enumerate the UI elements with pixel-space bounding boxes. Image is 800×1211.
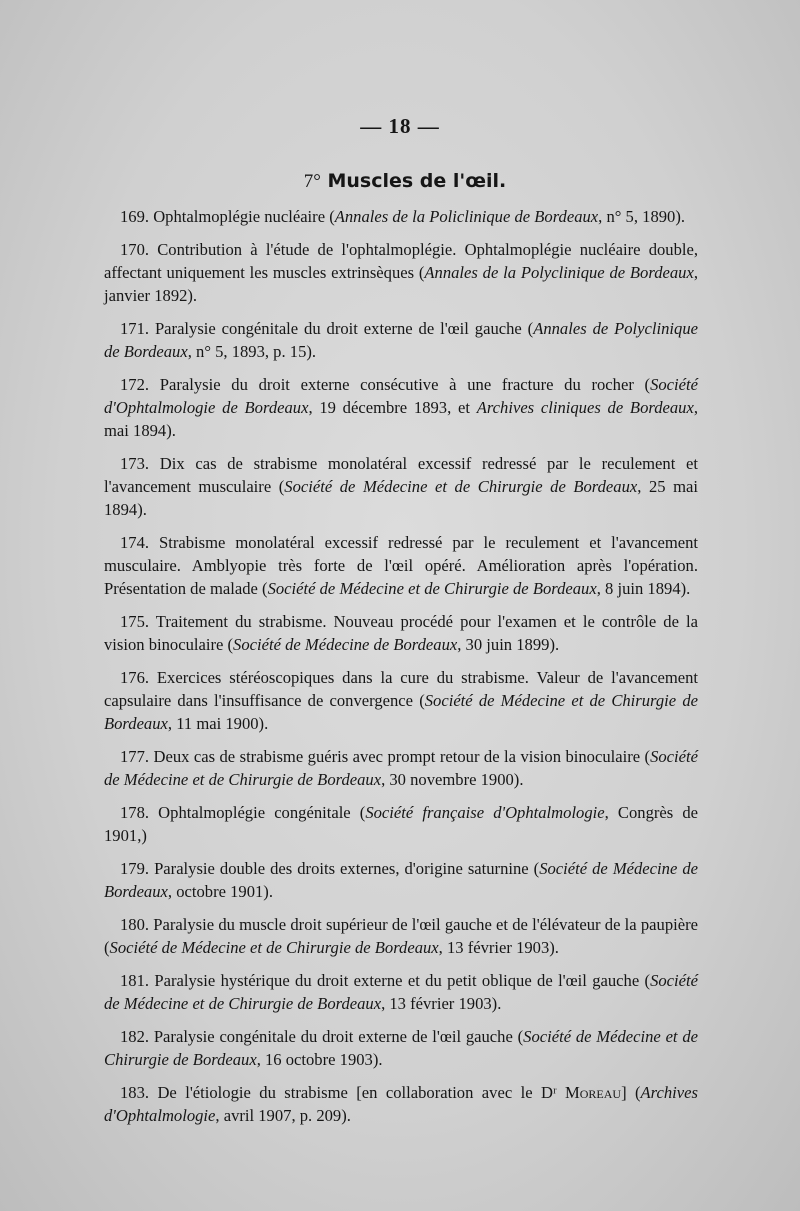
entry-180 [104,913,698,959]
entry-date: , 13 février 1903). [438,938,559,957]
entry-source: Société de Médecine de Bordeaux [104,859,698,901]
entry-text: Ophtalmoplégie nucléaire ( [149,207,335,226]
entry-date: , 13 février 1903). [381,994,502,1013]
entry-number: 178. [120,803,150,822]
entry-number: 176. [120,668,150,687]
entry-text: Paralysie hystérique du droit externe et du petit oblique de l'œil gauche ( [149,971,651,990]
entry-author: Moreau [564,1083,622,1102]
section-number: 7° [303,171,321,192]
entry-date: , n° 5, 1893, p. 15). [187,342,317,361]
entry-source: Société française d'Ophtalmologie [365,803,605,822]
entry-number: 182. [120,1027,150,1046]
entry-177 [104,745,698,791]
entry-number: 171. [120,319,150,338]
entry-date: , 25 mai 1894). [104,477,698,519]
entry-text: Ophtalmoplégie congénitale ( [149,803,366,822]
entry-number: 174. [120,533,150,552]
entry-171 [104,317,698,363]
entry-text: Paralysie congénitale du droit externe de l'œil gauche ( [149,319,534,338]
entry-date: , Congrès de 1901,) [104,803,698,845]
entry-source: Société de Médecine et de Chirurgie de Bordeaux [109,938,439,957]
entry-text: Dix cas de strabisme monolatéral excessif redressé par le reculement et l'avancement musculaire ( [104,454,698,496]
section-title [0,170,800,193]
entry-183 [104,1081,698,1127]
entry-173 [104,452,698,521]
entry-source: Annales de Polyclinique de Bordeaux [104,319,698,361]
entry-source: Annales de la Polyclinique de Bordeaux [424,263,694,282]
entry-date: , 8 juin 1894). [596,579,691,598]
entry-169 [104,205,698,228]
entry-source: Annales de la Policlinique de Bordeaux [334,207,599,226]
entry-175 [104,610,698,656]
entry-number: 179. [120,859,150,878]
entry-text: Strabisme monolatéral excessif redressé par le reculement et l'avancement musculaire. Amblyopie très forte de l'œil opéré. Amélioration après l'opération. Présentation de malade ( [104,533,698,598]
entry-number: 183. [120,1083,150,1102]
entry-number: 177. [120,747,150,766]
entry-date: , avril 1907, p. 209). [215,1106,351,1125]
entry-text: Deux cas de strabisme guéris avec prompt retour de la vision binoculaire ( [149,747,651,766]
entry-date: , mai 1894). [104,398,698,440]
entry-text: Paralysie du droit externe consécutive à une fracture du rocher ( [149,375,651,394]
entry-date: , 30 novembre 1900). [381,770,524,789]
section-title-text: Muscles de l'œil. [327,170,507,192]
entry-date: , 11 mai 1900). [167,714,269,733]
entry-source-2: Archives cliniques de Bordeaux [476,398,694,417]
entry-170 [104,238,698,307]
entry-number: 181. [120,971,150,990]
entry-178 [104,801,698,847]
entry-source-2: Archives d'Ophtalmologie [104,1083,698,1125]
entry-181 [104,969,698,1015]
entry-text: Traitement du strabisme. Nouveau procédé pour l'examen et le contrôle de la vision binoculaire ( [104,612,698,654]
entry-text: Contribution à l'étude de l'ophtalmoplégie. Ophtalmoplégie nucléaire double, affectant uniquement les muscles extrinsèques ( [104,240,698,282]
entry-number: 173. [120,454,150,473]
entry-date: , n° 5, 1890). [598,207,686,226]
entry-182 [104,1025,698,1071]
entry-text: Paralysie congénitale du droit externe de l'œil gauche ( [149,1027,524,1046]
entry-text: Paralysie du muscle droit supérieur de l'œil gauche et de l'élévateur de la paupière ( [104,915,698,957]
entry-source: Société de Médecine et de Chirurgie de Bordeaux [104,1027,698,1069]
entry-source: Société d'Ophtalmologie de Bordeaux [104,375,698,417]
entry-number: 169. [120,207,150,226]
entry-text: Exercices stéréoscopiques dans la cure du strabisme. Valeur de l'avancement capsulaire dans l'insuffisance de convergence ( [104,668,698,710]
entry-number: 172. [120,375,150,394]
entry-text: De l'étiologie du strabisme [en collaboration avec le Dʳ [149,1083,565,1102]
entry-172 [104,373,698,442]
entry-date: , janvier 1892). [104,263,698,305]
entry-list [104,205,698,1137]
entry-date: , 16 octobre 1903). [256,1050,383,1069]
entry-date: , 30 juin 1899). [457,635,560,654]
entry-source: Société de Médecine de Bordeaux [233,635,458,654]
entry-text: Paralysie double des droits externes, d'origine saturnine ( [149,859,540,878]
entry-number: 170. [120,240,150,259]
entry-source: Société de Médecine et de Chirurgie de Bordeaux [284,477,638,496]
entry-date: , octobre 1901). [167,882,273,901]
entry-174 [104,531,698,600]
page-number: — 18 — [360,114,440,138]
entry-source: Société de Médecine et de Chirurgie de Bordeaux [104,971,698,1013]
entry-text-mid: , 19 décembre 1893, et [308,398,477,417]
entry-number: 180. [120,915,150,934]
entry-source: Société de Médecine et de Chirurgie de Bordeaux [104,747,698,789]
entry-text-mid: ] ( [621,1083,641,1102]
entry-176 [104,666,698,735]
entry-179 [104,857,698,903]
entry-number: 175. [120,612,150,631]
entry-source: Société de Médecine et de Chirurgie de Bordeaux [104,691,698,733]
entry-source: Société de Médecine et de Chirurgie de Bordeaux [267,579,597,598]
